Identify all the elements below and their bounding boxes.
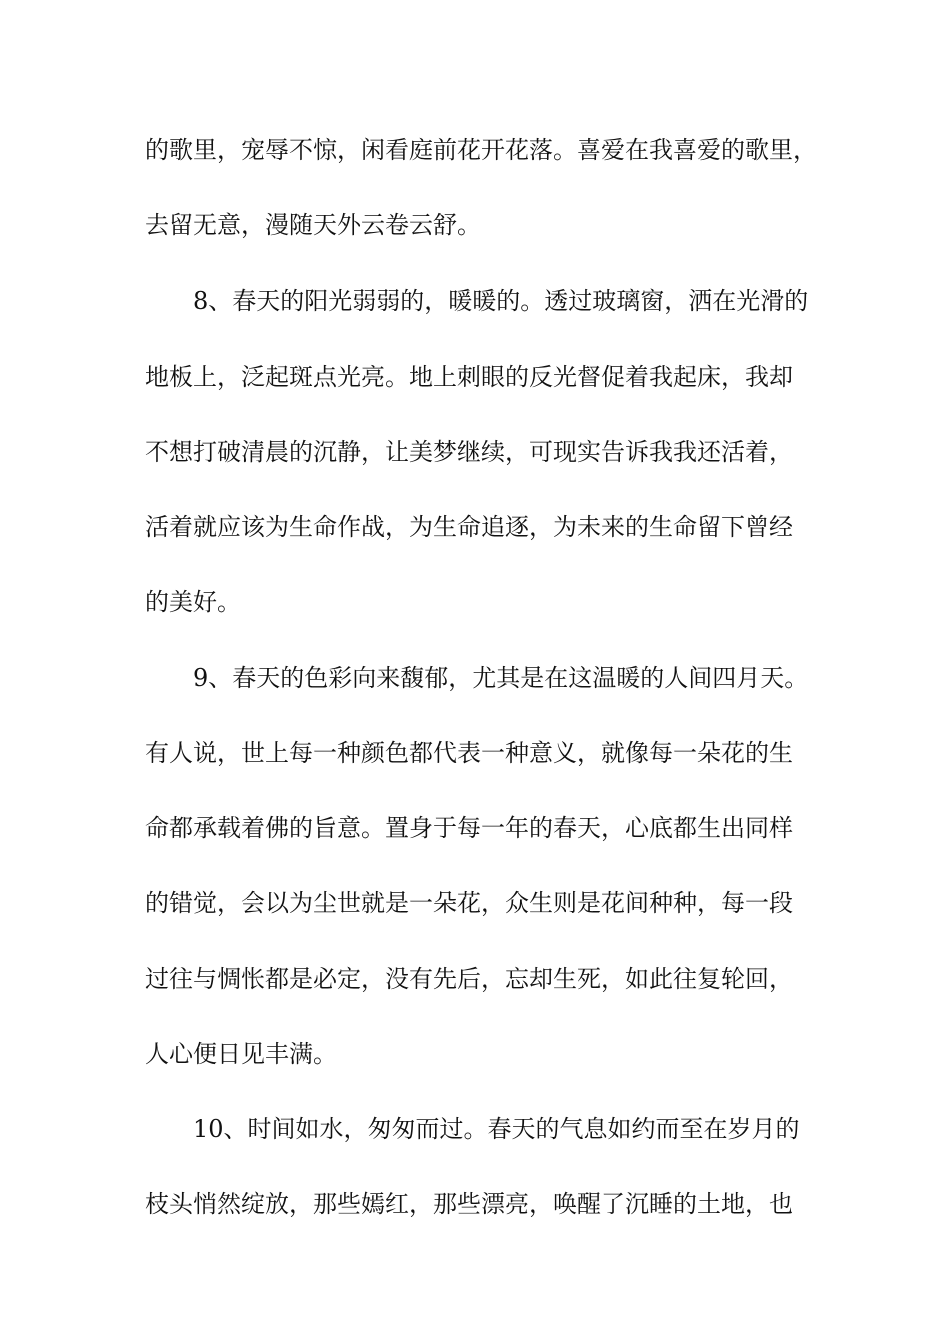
text-line: 过往与惆怅都是必定，没有先后，忘却生死，如此往复轮回， [145, 965, 793, 993]
text-line: 的美好。 [145, 588, 241, 616]
text-line: 命都承载着佛的旨意。置身于每一年的春天，心底都生出同样 [145, 814, 793, 842]
text-line: 地板上，泛起斑点光亮。地上刺眼的反光督促着我起床，我却 [145, 363, 793, 391]
paragraph-10-start: 10、时间如水，匆匆而过。春天的气息如约而至在岁月的 [193, 1115, 800, 1143]
text-line: 的错觉，会以为尘世就是一朵花，众生则是花间种种，每一段 [145, 889, 793, 917]
text-line: 枝头悄然绽放，那些嫣红，那些漂亮，唤醒了沉睡的土地，也 [145, 1190, 793, 1218]
text-line: 有人说，世上每一种颜色都代表一种意义，就像每一朵花的生 [145, 739, 793, 767]
paragraph-9-start: 9、春天的色彩向来馥郁，尤其是在这温暖的人间四月天。 [193, 664, 809, 692]
text-line: 的歌里，宠辱不惊，闲看庭前花开花落。喜爱在我喜爱的歌里， [145, 136, 817, 164]
text-line: 活着就应该为生命作战，为生命追逐，为未来的生命留下曾经 [145, 513, 793, 541]
text-line: 去留无意，漫随天外云卷云舒。 [145, 211, 481, 239]
text-line: 不想打破清晨的沉静，让美梦继续，可现实告诉我我还活着， [145, 438, 793, 466]
paragraph-8-start: 8、春天的阳光弱弱的，暖暖的。透过玻璃窗，洒在光滑的 [193, 287, 809, 315]
text-line: 人心便日见丰满。 [145, 1040, 337, 1068]
